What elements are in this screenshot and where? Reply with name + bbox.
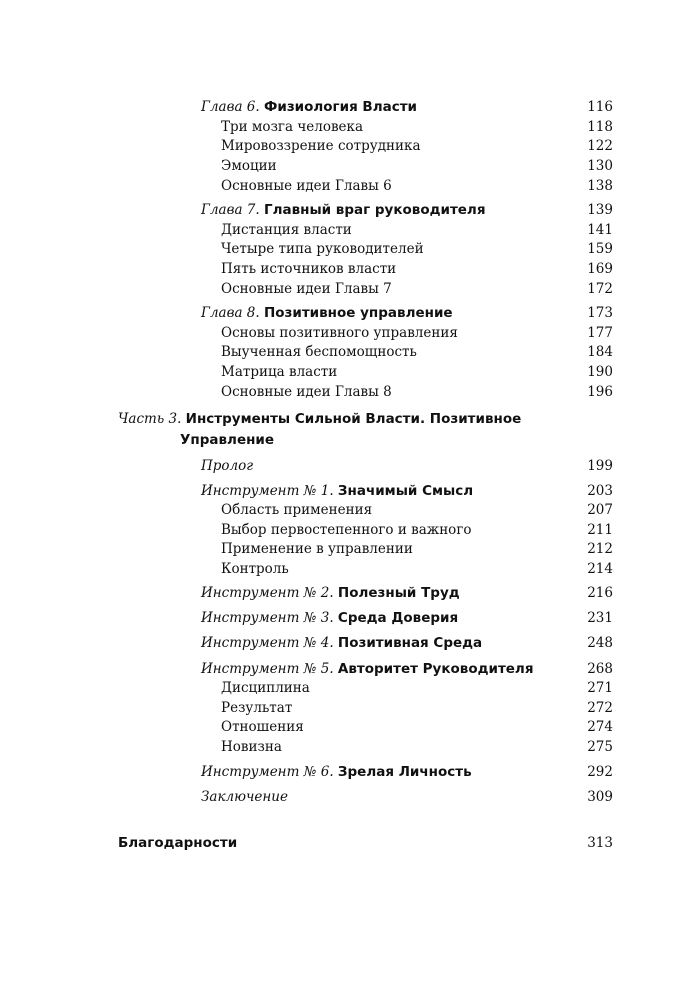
- page-number: 141: [587, 222, 613, 238]
- page-number: 272: [587, 700, 613, 716]
- toc-entry-chapter-7[interactable]: [201, 200, 486, 220]
- chapter-prefix: Глава 8.: [201, 305, 260, 321]
- toc-subentry[interactable]: [221, 117, 363, 137]
- page-number: 309: [587, 789, 613, 805]
- subentry-label: Дисциплина: [221, 680, 310, 696]
- subentry-label: Отношения: [221, 719, 304, 735]
- tool-prefix: Инструмент № 4.: [201, 635, 334, 651]
- toc-entry-conclusion[interactable]: [201, 787, 288, 807]
- subentry-label: Дистанция власти: [221, 222, 352, 238]
- toc-entry-tool-4[interactable]: [201, 633, 482, 653]
- page-number: 169: [587, 261, 613, 277]
- subentry-label: Пять источников власти: [221, 261, 397, 277]
- subentry-label: Применение в управлении: [221, 541, 413, 557]
- chapter-title: Главный враг руководителя: [263, 202, 486, 218]
- page-number: 116: [587, 99, 613, 115]
- subentry-label: Основы позитивного управления: [221, 325, 458, 341]
- toc-entry-tool-5[interactable]: [201, 659, 534, 679]
- page-number: 313: [587, 835, 613, 851]
- page-number: 196: [587, 384, 613, 400]
- toc-subentry[interactable]: [221, 362, 337, 382]
- toc-subentry[interactable]: [221, 156, 277, 176]
- toc-subentry[interactable]: [221, 717, 304, 737]
- toc-entry-part-3[interactable]: [118, 409, 521, 429]
- part-title-line-1: Инструменты Сильной Власти. Позитивное: [185, 411, 522, 427]
- page-number: 138: [587, 178, 613, 194]
- subentry-label: Мировоззрение сотрудника: [221, 138, 421, 154]
- tool-prefix: Инструмент № 2.: [201, 585, 334, 601]
- subentry-label: Выбор первостепенного и важного: [221, 522, 472, 538]
- tool-prefix: Инструмент № 1.: [201, 483, 334, 499]
- chapter-prefix: Глава 7.: [201, 202, 260, 218]
- subentry-label: Результат: [221, 700, 293, 716]
- tool-title: Среда Доверия: [337, 610, 459, 626]
- page-number: 122: [587, 138, 613, 154]
- tool-title: Авторитет Руководителя: [337, 661, 534, 677]
- toc-subentry[interactable]: [221, 220, 352, 240]
- tool-title: Значимый Смысл: [337, 483, 474, 499]
- toc-subentry[interactable]: [221, 500, 372, 520]
- toc-entry-tool-6[interactable]: [201, 762, 472, 782]
- toc-subentry[interactable]: [221, 259, 396, 279]
- page-number: 275: [587, 739, 613, 755]
- subentry-label: Контроль: [221, 561, 289, 577]
- part-prefix: Часть 3.: [118, 411, 182, 427]
- page-number: 274: [587, 719, 613, 735]
- page-number: 207: [587, 502, 613, 518]
- toc-subentry[interactable]: [221, 698, 292, 718]
- toc-subentry[interactable]: [221, 737, 282, 757]
- page-number: 118: [587, 119, 613, 135]
- page-number: 199: [587, 458, 613, 474]
- toc-subentry[interactable]: [221, 323, 458, 343]
- part-title-continuation: [180, 430, 274, 450]
- page-number: 190: [587, 364, 613, 380]
- tool-prefix: Инструмент № 3.: [201, 610, 334, 626]
- page-number: 172: [587, 281, 613, 297]
- subentry-label: Основные идеи Главы 8: [221, 384, 392, 400]
- subentry-label: Три мозга человека: [221, 119, 364, 135]
- page-number: 159: [587, 241, 613, 257]
- toc-entry-chapter-8[interactable]: [201, 303, 453, 323]
- page-number: 177: [587, 325, 613, 341]
- subentry-label: Область применения: [221, 502, 373, 518]
- tool-title: Зрелая Личность: [337, 764, 472, 780]
- page-number: 212: [587, 541, 613, 557]
- subentry-label: Матрица власти: [221, 364, 338, 380]
- page-number: 173: [587, 305, 613, 321]
- toc-entry-chapter-6[interactable]: [201, 97, 417, 117]
- toc-entry-tool-2[interactable]: [201, 583, 460, 603]
- tool-prefix: Инструмент № 5.: [201, 661, 334, 677]
- toc-entry-tool-3[interactable]: [201, 608, 458, 628]
- subentry-label: Новизна: [221, 739, 282, 755]
- toc-subentry[interactable]: [221, 539, 413, 559]
- page-number: 203: [587, 483, 613, 499]
- page-number: 214: [587, 561, 613, 577]
- toc-subentry[interactable]: [221, 279, 392, 299]
- chapter-prefix: Глава 6.: [201, 99, 260, 115]
- toc-subentry[interactable]: [221, 678, 310, 698]
- toc-entry-acknowledgements[interactable]: [118, 833, 237, 853]
- subentry-label: Основные идеи Главы 7: [221, 281, 392, 297]
- page-number: 139: [587, 202, 613, 218]
- subentry-label: Эмоции: [221, 158, 277, 174]
- toc-subentry[interactable]: [221, 382, 392, 402]
- tool-prefix: Инструмент № 6.: [201, 764, 334, 780]
- page-number: 130: [587, 158, 613, 174]
- toc-subentry[interactable]: [221, 136, 421, 156]
- page-number: 211: [587, 522, 613, 538]
- toc-subentry[interactable]: [221, 342, 417, 362]
- toc-subentry[interactable]: [221, 176, 392, 196]
- chapter-title: Позитивное управление: [263, 305, 453, 321]
- page-number: 268: [587, 661, 613, 677]
- page-number: 184: [587, 344, 613, 360]
- toc-entry-tool-1[interactable]: [201, 481, 473, 501]
- subentry-label: Выученная беспомощность: [221, 344, 417, 360]
- acknowledgements-label: Благодарности: [118, 835, 238, 851]
- page-number: 216: [587, 585, 613, 601]
- page-number: 248: [587, 635, 613, 651]
- prologue-label: Пролог: [201, 458, 254, 474]
- tool-title: Позитивная Среда: [337, 635, 483, 651]
- toc-subentry[interactable]: [221, 559, 289, 579]
- subentry-label: Четыре типа руководителей: [221, 241, 424, 257]
- subentry-label: Основные идеи Главы 6: [221, 178, 392, 194]
- chapter-title: Физиология Власти: [263, 99, 418, 115]
- page-number: 271: [587, 680, 613, 696]
- toc-entry-prologue[interactable]: [201, 456, 253, 476]
- page-number: 292: [587, 764, 613, 780]
- tool-title: Полезный Труд: [337, 585, 460, 601]
- conclusion-label: Заключение: [201, 789, 288, 805]
- part-title-line-2: Управление: [180, 432, 275, 448]
- toc-subentry[interactable]: [221, 239, 424, 259]
- toc-subentry[interactable]: [221, 520, 472, 540]
- page-number: 231: [587, 610, 613, 626]
